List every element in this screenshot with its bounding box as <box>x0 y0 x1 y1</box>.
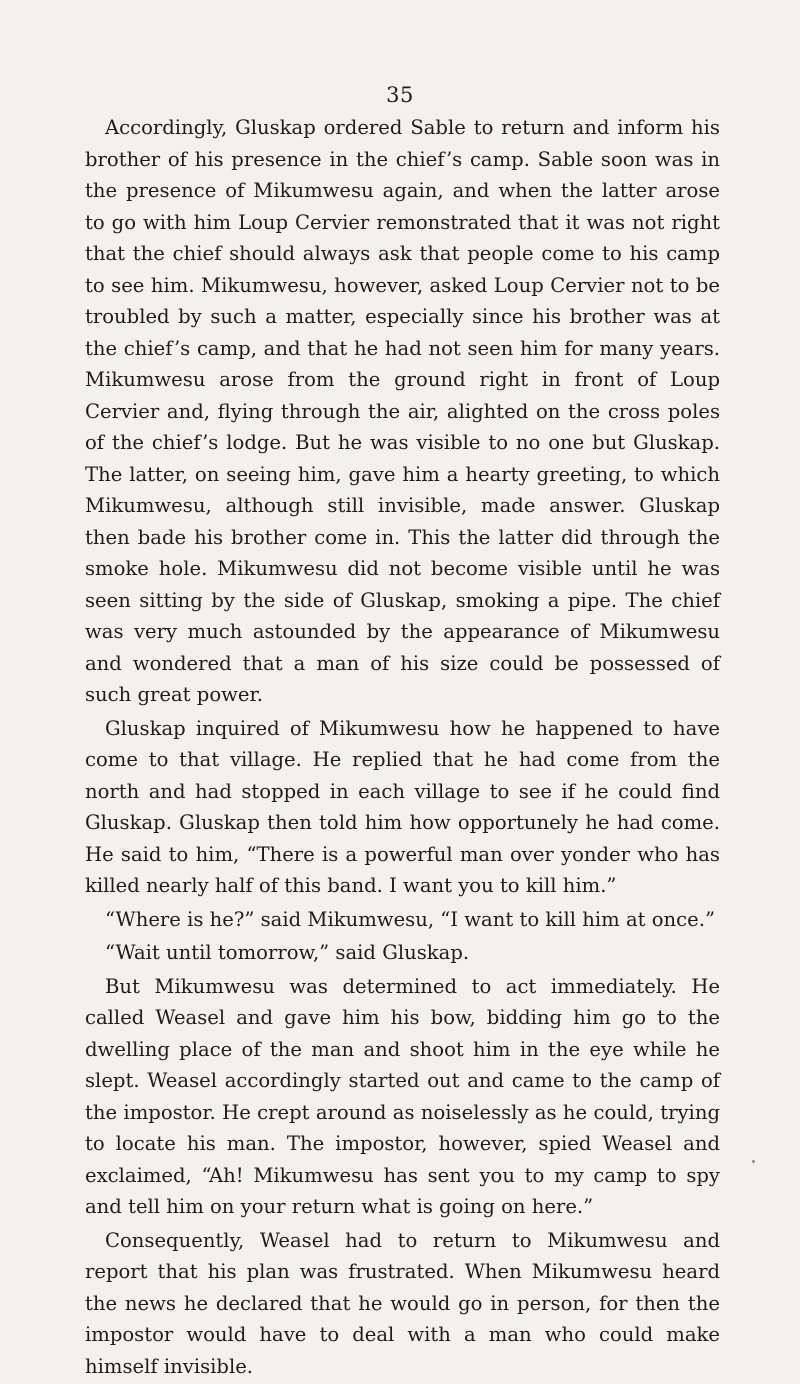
paragraph: Gluskap inquired of Mikumwesu how he happened to have come to that village. He replied that he had come from the north and had stopped in each village to see if he could find Gluskap. Gluskap then told him how opportunely he had come. He said to him, “There is a powerful man over yonder who has killed nearly half of this band. I want you to kill him.” <box>85 716 720 897</box>
paragraph: But Mikumwesu was determined to act immediately. He called Weasel and gave him his bow, bidding him go to the dwelling place of the man and shoot him in the eye while he slept. Weasel accordingly started out and came to the camp of the impostor. He crept around as noiselessly as he could, trying to locate his man. The impostor, however, spied Weasel and exclaimed, “Ah! Mikumwesu has sent you to my camp to spy and tell him on your return what is going on here.” <box>85 974 720 1218</box>
paragraph: Accordingly, Gluskap ordered Sable to return and inform his brother of his presence in the chief’s camp. Sable soon was in the presence of Mikumwesu again, and when the latter arose to go with him Loup Cervier remonstrated that it was not right that the chief should always ask that people come to his camp to see him. Mikumwesu, however, asked Loup Cervier not to be troubled by such a matter, especially since his brother was at the chief’s camp, and that he had not seen him for many years. Mikumwesu arose from the ground right in front of Loup Cervier and, flying through the air, alighted on the cross poles of the chief’s lodge. But he was visible to no one but Gluskap. The latter, on seeing him, gave him a hearty greeting, to which Mikumwesu, although still invisible, made answer. Gluskap then bade his brother come in. This the latter did through the smoke hole. Mikumwesu did not become visible until he was seen sitting by the side of Gluskap, smoking a pipe. The chief was very much astounded by the appearance of Mikumwesu and wondered that a man of his size could be possessed of such great power. <box>85 116 720 706</box>
paragraph: “Where is he?” said Mikumwesu, “I want to kill him at once.” <box>105 907 715 931</box>
page-number: 35 <box>386 83 414 107</box>
paragraph: “Wait until tomorrow,” said Gluskap. <box>105 941 470 964</box>
paper-speck <box>752 1160 755 1163</box>
paragraph: Consequently, Weasel had to return to Mikumwesu and report that his plan was frustrated. When Mikumwesu heard the news he declared that he would go in person, for then the impostor would have to deal with a man who could make himself invisible. <box>85 1228 720 1378</box>
body-text <box>85 112 720 1384</box>
